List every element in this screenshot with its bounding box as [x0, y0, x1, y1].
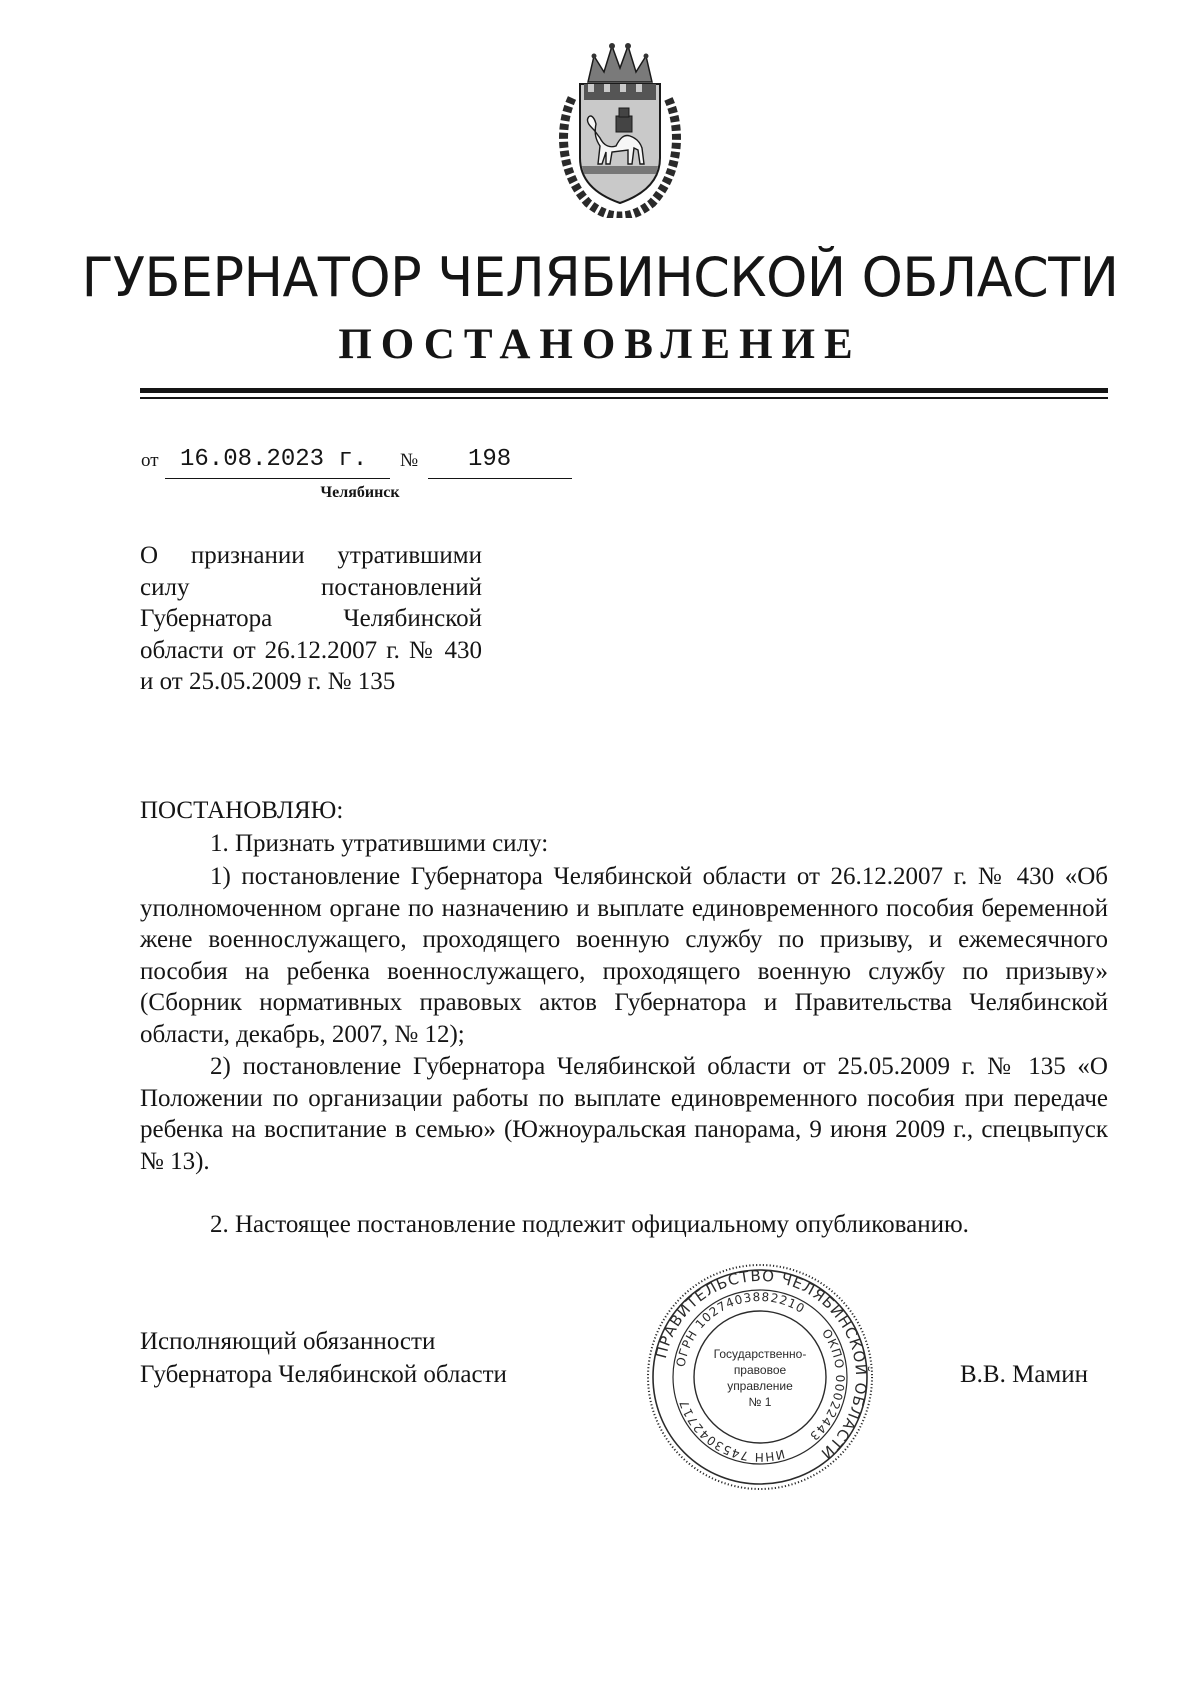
- signer-position-line-2: Губернатора Челябинской области: [140, 1361, 507, 1388]
- city: Челябинск: [320, 484, 400, 501]
- number-sign: №: [400, 450, 419, 471]
- header-rule-thin: [140, 397, 1108, 399]
- signer-position-line-1: Исполняющий обязанности: [140, 1328, 436, 1355]
- document-date: 16.08.2023 г.: [180, 446, 368, 473]
- date-underline: [165, 478, 390, 479]
- signer-name: В.В. Мамин: [960, 1361, 1089, 1388]
- signer-position: [140, 1325, 507, 1391]
- seal-center-line-1: Государственно-: [713, 1347, 807, 1361]
- paragraph-1-1: 1) постановление Губернатора Челябинской области от 26.12.2007 г. № 430 «Об уполномоченном органе по назначению и выплате единовременного пособия беременной жене военнослужащего, проходящего военную службу по призыву, и ежемесячного пособия на ребенка военнослужащего, проходящего военную службу по призыву» (Сборник нормативных правовых актов Губернатора и Правительства Челябинской области, декабрь, 2007, № 12);: [140, 863, 1108, 1048]
- seal-center-line-3: управление: [727, 1379, 793, 1393]
- seal-okpo: ОКПО 00022443: [806, 1326, 848, 1444]
- document-subject: О признании утратившими силу постановлений Губернатора Челябинской области от 26.12.2007 г. № 430 и от 25.05.2009 г. № 135: [140, 542, 482, 695]
- official-seal-stamp: [645, 1262, 875, 1492]
- paragraph-2: 2. Настоящее постановление подлежит официальному опубликованию.: [210, 1211, 969, 1238]
- issuer-title: ГУБЕРНАТОР ЧЕЛЯБИНСКОЙ ОБЛАСТИ: [81, 246, 1119, 309]
- seal-ring-text: ПРАВИТЕЛЬСТВО ЧЕЛЯБИНСКОЙ ОБЛАСТИ: [651, 1266, 871, 1464]
- paragraph-1: 1. Признать утратившими силу:: [210, 830, 549, 857]
- paragraph-1-2: 2) постановление Губернатора Челябинской области от 25.05.2009 г. № 135 «О Положении по организации работы по выплате единовременного пособия при передаче ребенка на воспитание в семью» (Южноуральская панорама, 9 июня 2009 г., спецвыпуск № 13).: [140, 1053, 1108, 1175]
- seal-ogrn: ОГРН 1027403882210: [673, 1289, 808, 1369]
- date-prefix: от: [141, 450, 159, 471]
- document-number: 198: [468, 446, 512, 473]
- seal-center-line-4: № 1: [748, 1395, 772, 1409]
- header-rule-thick: [140, 388, 1108, 393]
- decree-word: ПОСТАНОВЛЯЮ:: [140, 797, 344, 824]
- number-underline: [428, 478, 572, 479]
- seal-inn: ИНН 7453042717: [676, 1397, 787, 1465]
- document-type: ПОСТАНОВЛЕНИЕ: [338, 321, 862, 368]
- coat-of-arms-emblem: [550, 38, 690, 218]
- seal-center-line-2: правовое: [733, 1363, 787, 1377]
